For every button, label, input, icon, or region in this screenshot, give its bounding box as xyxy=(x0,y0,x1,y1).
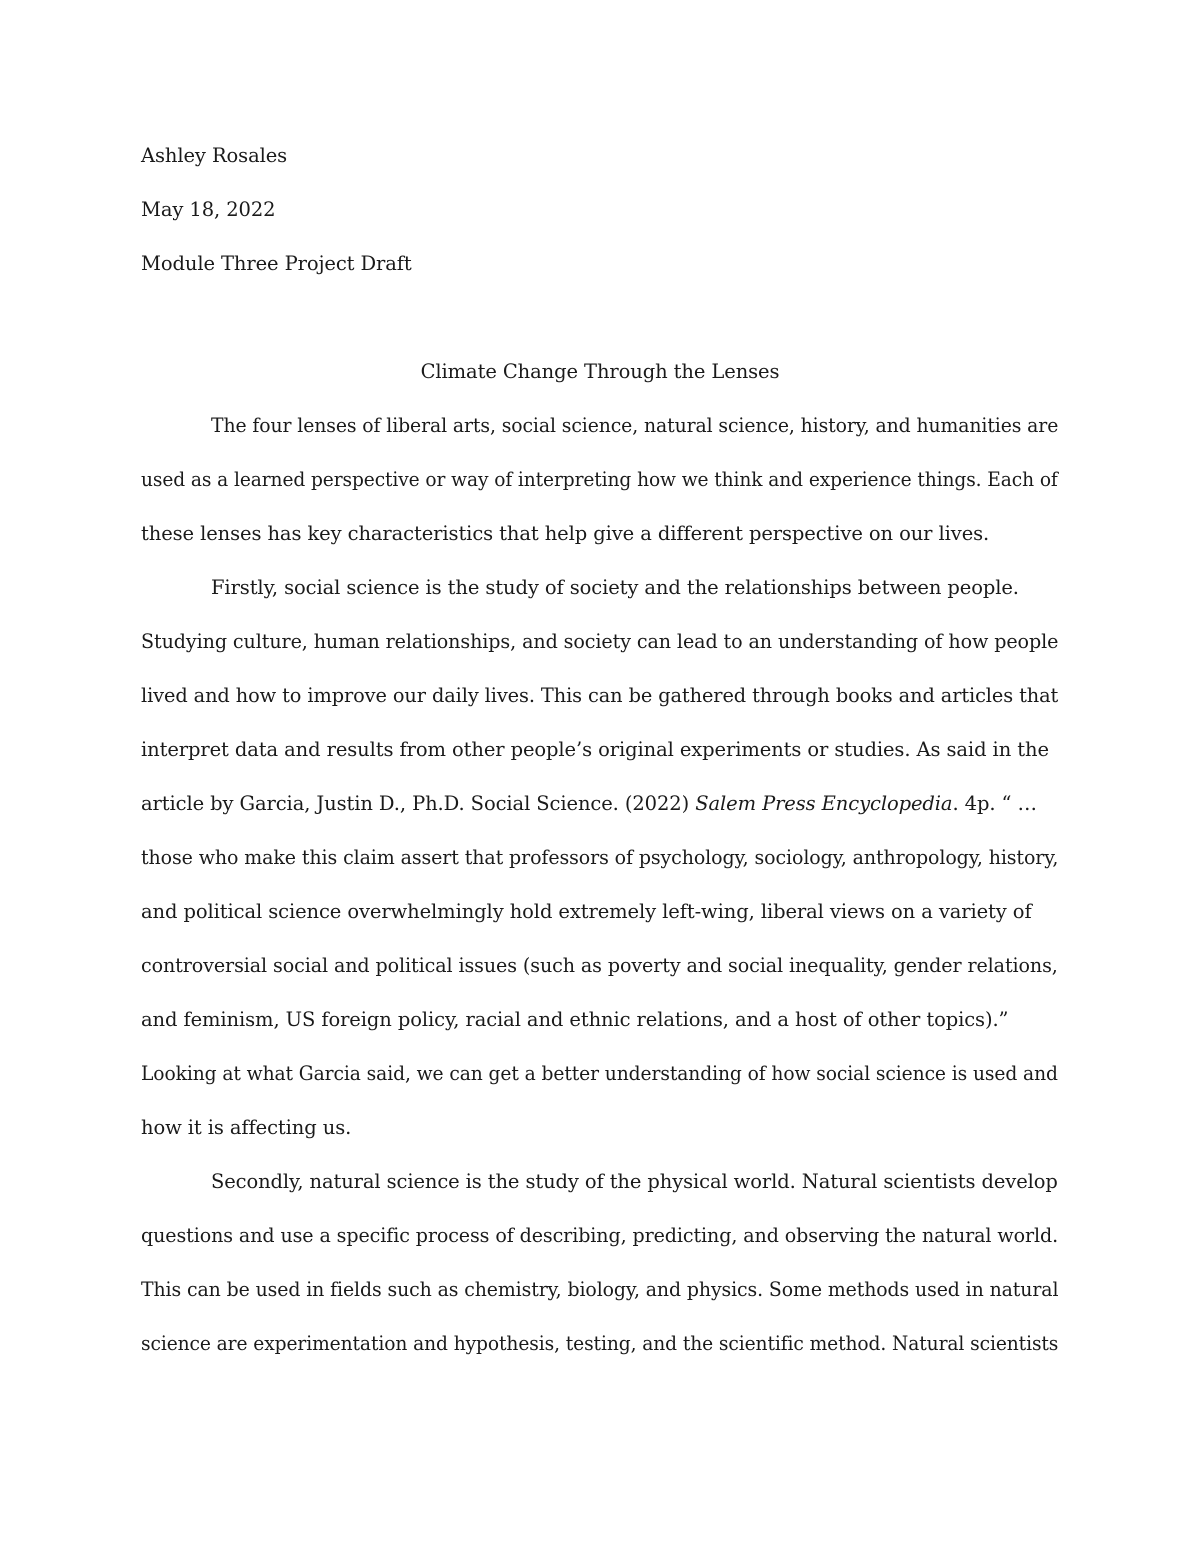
citation-pages: . 4p. “ … xyxy=(952,792,1037,815)
paragraph-3-line-4: science are experimentation and hypothesis, testing, and the scientific method. Natural scientists xyxy=(141,1332,1059,1355)
author-name: Ashley Rosales xyxy=(141,144,288,167)
essay-title: Climate Change Through the Lenses xyxy=(420,360,780,383)
citation-text: article by Garcia, Justin D., Ph.D. Social Science. (2022) xyxy=(141,792,696,815)
paragraph-2-line-9: and feminism, US foreign policy, racial and ethnic relations, and a host of other topics).” xyxy=(141,1008,1009,1031)
citation-source-title: Salem Press Encyclopedia xyxy=(695,792,953,815)
paragraph-1-line-1: The four lenses of liberal arts, social science, natural science, history, and humanities are xyxy=(211,414,1059,437)
paragraph-2-line-6: those who make this claim assert that professors of psychology, sociology, anthropology, history, xyxy=(141,846,1059,869)
paragraph-3-line-1: Secondly, natural science is the study of the physical world. Natural scientists develop xyxy=(211,1170,1058,1193)
paragraph-2-line-11: how it is affecting us. xyxy=(141,1116,352,1139)
paragraph-2-line-8: controversial social and political issues (such as poverty and social inequality, gender relations, xyxy=(141,954,1058,977)
document-date: May 18, 2022 xyxy=(141,198,276,221)
paragraph-2-line-3: lived and how to improve our daily lives. This can be gathered through books and articles that xyxy=(141,684,1059,707)
citation-line xyxy=(141,792,1037,816)
paragraph-1-line-2: used as a learned perspective or way of interpreting how we think and experience things. Each of xyxy=(141,468,1058,491)
paragraph-2-line-4: interpret data and results from other people’s original experiments or studies. As said in the xyxy=(141,738,1049,761)
paragraph-3-line-3: This can be used in fields such as chemistry, biology, and physics. Some methods used in natural xyxy=(141,1278,1059,1301)
paragraph-2-line-10: Looking at what Garcia said, we can get a better understanding of how social science is used and xyxy=(141,1062,1058,1085)
paragraph-2-line-7: and political science overwhelmingly hold extremely left-wing, liberal views on a variety of xyxy=(141,900,1032,923)
assignment-title: Module Three Project Draft xyxy=(141,252,412,275)
paragraph-3-line-2: questions and use a specific process of describing, predicting, and observing the natural world. xyxy=(141,1224,1059,1247)
paragraph-2-line-1: Firstly, social science is the study of society and the relationships between people. xyxy=(211,576,1019,599)
paragraph-1-line-3: these lenses has key characteristics that help give a different perspective on our lives. xyxy=(141,522,990,545)
paragraph-2-line-2: Studying culture, human relationships, and society can lead to an understanding of how people xyxy=(141,630,1059,653)
